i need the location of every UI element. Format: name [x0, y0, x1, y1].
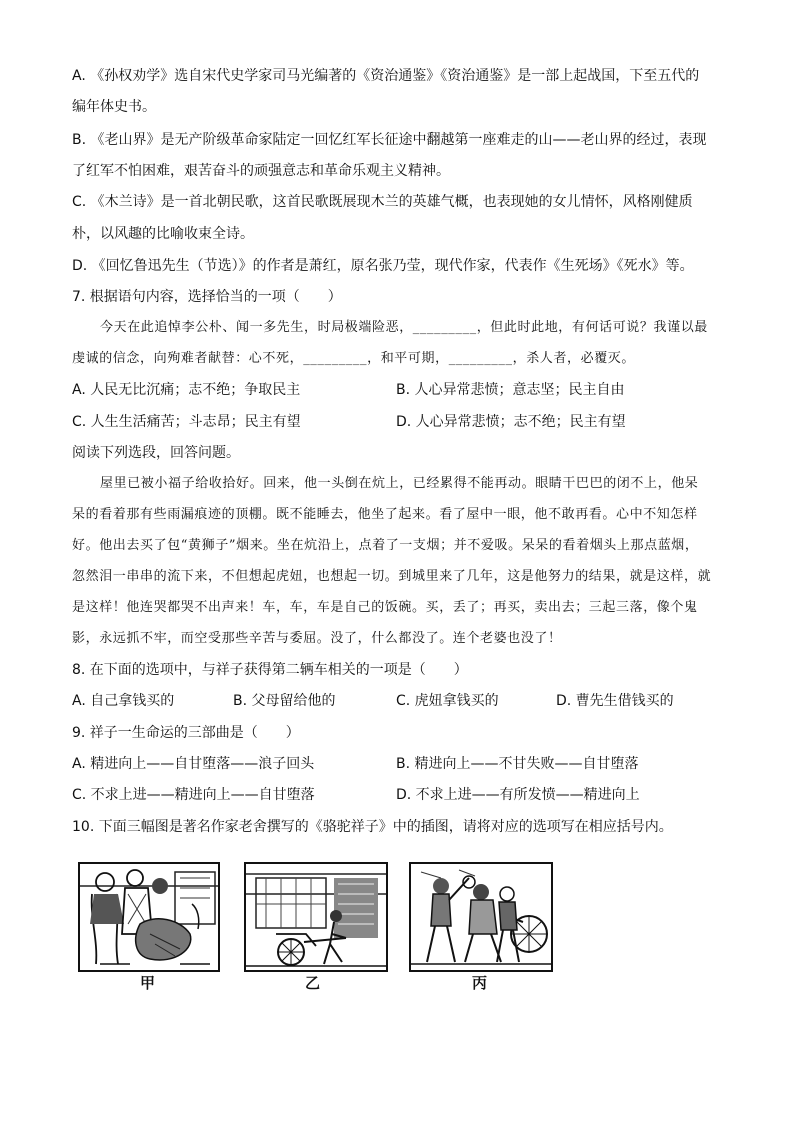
q8-stem: 8. 在下面的选项中，与祥子获得第二辆车相关的一项是（ ）	[72, 662, 468, 678]
q6-option-a-line1: A. 《孙权劝学》选自宋代史学家司马光编著的《资治通鉴》《资治通鉴》是一部上起战国，下至五代的	[72, 68, 700, 84]
illustration-jia	[78, 862, 220, 972]
q6-option-b-line1: B. 《老山界》是无产阶级革命家陆定一回忆红军长征途中翻越第一座难走的山——老山界的经过，表现	[72, 132, 707, 148]
q6-option-c-line2: 朴，以风趣的比喻收束全诗。	[72, 226, 254, 242]
reading-line-2: 呆的看着那有些雨漏痕迹的顶棚。既不能睡去，他坐了起来。看了屋中一眼，他不敢再看。心中不知怎样	[72, 507, 698, 522]
reading-line-1: 屋里已被小福子给收拾好。回来，他一头倒在炕上，已经累得不能再动。眼睛干巴巴的闭不上，他呆	[100, 476, 699, 491]
q7-stem: 7. 根据语句内容，选择恰当的一项（ ）	[72, 289, 342, 305]
q6-option-b-line2: 了红军不怕困难，艰苦奋斗的顽强意志和革命乐观主义精神。	[72, 163, 450, 179]
reading-line-6: 影，永远抓不牢，而空受那些辛苦与委屈。没了，什么都没了。连个老婆也没了！	[72, 631, 562, 646]
q7-passage-line1: 今天在此追悼李公朴、闻一多先生，时局极端险恶，_________，但此时此地，有何话可说？我谨以最	[100, 320, 708, 335]
q6-option-a-line2: 编年体史书。	[72, 99, 156, 115]
q8-option-b: B. 父母留给他的	[233, 693, 336, 709]
q9-option-c: C. 不求上进——精进向上——自甘堕落	[72, 787, 315, 803]
q7-passage-line2: 虔诚的信念，向殉难者献替：心不死，_________，和平可期，_________，杀人者，必覆灭。	[72, 351, 635, 366]
reading-intro: 阅读下列选段，回答问题。	[72, 445, 240, 461]
caption-bing: 丙	[472, 974, 488, 992]
q9-option-d: D. 不求上进——有所发愤——精进向上	[396, 787, 640, 803]
q10-stem: 10. 下面三幅图是著名作家老舍撰写的《骆驼祥子》中的插图，请将对应的选项写在相应括号内。	[72, 819, 673, 835]
q6-option-c-line1: C. 《木兰诗》是一首北朝民歌，这首民歌既展现木兰的英雄气概，也表现她的女儿情怀，风格刚健质	[72, 194, 693, 210]
illustration-bing	[409, 862, 553, 972]
q8-option-c: C. 虎妞拿钱买的	[396, 693, 499, 709]
q9-option-a: A. 精进向上——自甘堕落——浪子回头	[72, 756, 315, 772]
q8-option-d: D. 曹先生借钱买的	[556, 693, 674, 709]
reading-line-4: 忽然泪一串串的流下来，不但想起虎妞，也想起一切。到城里来了几年，这是他努力的结果，就是这样，就	[72, 569, 712, 584]
q7-option-d: D. 人心异常悲愤；志不绝；民主有望	[396, 414, 626, 430]
q7-option-a: A. 人民无比沉痛；志不绝；争取民主	[72, 382, 301, 398]
q8-option-a: A. 自己拿钱买的	[72, 693, 175, 709]
q7-option-c: C. 人生生活痛苦；斗志昂；民主有望	[72, 414, 301, 430]
caption-yi: 乙	[305, 974, 321, 992]
reading-line-5: 是这样！他连哭都哭不出声来！车，车，车是自己的饭碗。买，丢了；再买，卖出去；三起三落，像个鬼	[72, 600, 698, 615]
q7-option-b: B. 人心异常悲愤；意志坚；民主自由	[396, 382, 625, 398]
illustration-yi	[244, 862, 388, 972]
reading-line-3: 好。他出去买了包“黄狮子”烟来。坐在炕沿上，点着了一支烟；并不爱吸。呆呆的看着烟头上那点蓝烟，	[72, 538, 699, 553]
caption-jia: 甲	[140, 974, 156, 992]
q9-stem: 9. 祥子一生命运的三部曲是（ ）	[72, 725, 300, 741]
q9-option-b: B. 精进向上——不甘失败——自甘堕落	[396, 756, 639, 772]
q6-option-d: D. 《回忆鲁迅先生（节选）》的作者是萧红，原名张乃莹，现代作家，代表作《生死场》《死水》等。	[72, 258, 694, 274]
